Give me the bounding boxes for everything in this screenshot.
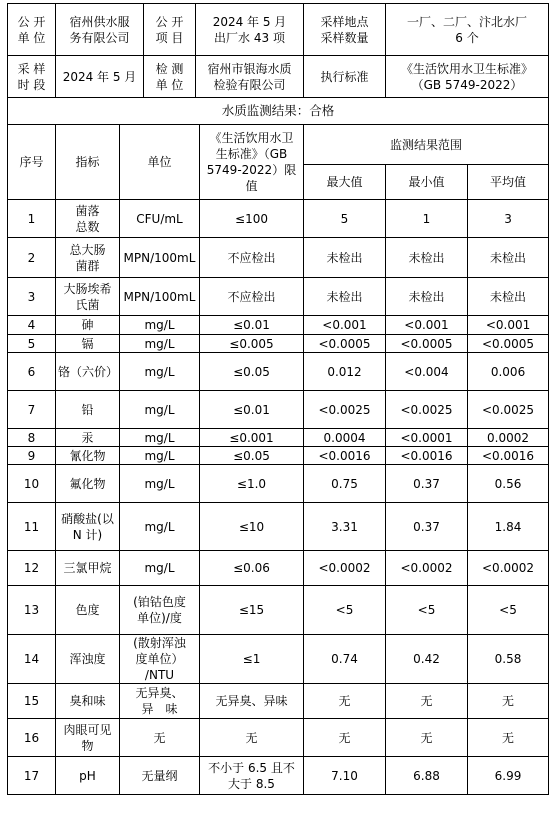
cell-min: <0.004	[386, 353, 468, 391]
col-max: 最大值	[304, 165, 386, 200]
cell-unit: mg/L	[120, 335, 200, 353]
cell-limit: ≤0.05	[200, 353, 304, 391]
cell-limit: ≤15	[200, 586, 304, 635]
table-row	[8, 757, 549, 795]
cell-seq: 7	[8, 391, 56, 429]
table-row	[8, 335, 549, 353]
cell-seq: 2	[8, 238, 56, 278]
cell-unit: 无	[120, 719, 200, 757]
table-row	[8, 429, 549, 447]
cell-seq: 13	[8, 586, 56, 635]
table-row	[8, 503, 549, 551]
cell-min: <0.0001	[386, 429, 468, 447]
cell-min: 无	[386, 684, 468, 719]
cell-min: 0.42	[386, 635, 468, 684]
cell-seq: 14	[8, 635, 56, 684]
header-row-2	[8, 56, 549, 98]
header-table	[7, 3, 549, 98]
cell-unit: 无量纲	[120, 757, 200, 795]
cell-min: <0.0025	[386, 391, 468, 429]
cell-indicator: 汞	[56, 429, 120, 447]
label-publish-item: 公 开 项 目	[144, 4, 196, 56]
cell-unit: mg/L	[120, 447, 200, 465]
cell-unit: CFU/mL	[120, 200, 200, 238]
cell-avg: 3	[468, 200, 549, 238]
cell-max: 0.0004	[304, 429, 386, 447]
label-testing-unit: 检 测 单 位	[144, 56, 196, 98]
table-row	[8, 391, 549, 429]
table-row	[8, 353, 549, 391]
cell-unit: mg/L	[120, 551, 200, 586]
table-row	[8, 200, 549, 238]
cell-unit: 无异臭、 异 味	[120, 684, 200, 719]
cell-max: <5	[304, 586, 386, 635]
cell-avg: <0.0002	[468, 551, 549, 586]
cell-indicator: 铬（六价）	[56, 353, 120, 391]
cell-unit: MPN/100mL	[120, 278, 200, 316]
cell-indicator: 色度	[56, 586, 120, 635]
cell-indicator: 镉	[56, 335, 120, 353]
col-limit: 《生活饮用水卫 生标准》（GB 5749-2022）限值	[200, 125, 304, 200]
column-header-row-1	[8, 125, 549, 165]
cell-min: <0.0016	[386, 447, 468, 465]
cell-max: 0.74	[304, 635, 386, 684]
cell-indicator: 浑浊度	[56, 635, 120, 684]
cell-avg: 0.006	[468, 353, 549, 391]
cell-limit: ≤0.05	[200, 447, 304, 465]
cell-max: 3.31	[304, 503, 386, 551]
cell-limit: 不小于 6.5 且不 大于 8.5	[200, 757, 304, 795]
results-table	[7, 97, 549, 795]
col-indicator: 指标	[56, 125, 120, 200]
cell-avg: 0.58	[468, 635, 549, 684]
cell-seq: 5	[8, 335, 56, 353]
cell-max: <0.0016	[304, 447, 386, 465]
cell-max: 未检出	[304, 278, 386, 316]
table-row	[8, 238, 549, 278]
results-body	[8, 98, 549, 795]
cell-indicator: 铅	[56, 391, 120, 429]
cell-indicator: 氰化物	[56, 447, 120, 465]
cell-seq: 16	[8, 719, 56, 757]
cell-min: 未检出	[386, 278, 468, 316]
label-sampling-period: 采 样 时 段	[8, 56, 56, 98]
cell-avg: 未检出	[468, 238, 549, 278]
cell-max: 7.10	[304, 757, 386, 795]
cell-limit: ≤1	[200, 635, 304, 684]
label-standard: 执行标准	[304, 56, 386, 98]
cell-seq: 17	[8, 757, 56, 795]
cell-unit: MPN/100mL	[120, 238, 200, 278]
cell-indicator: 硝酸盐(以 N 计)	[56, 503, 120, 551]
value-standard: 《生活饮用水卫生标准》 （GB 5749-2022）	[386, 56, 549, 98]
cell-limit: ≤100	[200, 200, 304, 238]
cell-min: <0.001	[386, 316, 468, 335]
cell-avg: <0.0025	[468, 391, 549, 429]
col-seq: 序号	[8, 125, 56, 200]
table-row	[8, 447, 549, 465]
cell-indicator: 氟化物	[56, 465, 120, 503]
cell-limit: ≤0.005	[200, 335, 304, 353]
cell-unit: mg/L	[120, 391, 200, 429]
cell-min: <0.0005	[386, 335, 468, 353]
cell-avg: <5	[468, 586, 549, 635]
cell-seq: 3	[8, 278, 56, 316]
cell-indicator: 总大肠 菌群	[56, 238, 120, 278]
table-row	[8, 684, 549, 719]
label-sampling-site: 采样地点 采样数量	[304, 4, 386, 56]
cell-min: 1	[386, 200, 468, 238]
cell-unit: mg/L	[120, 503, 200, 551]
cell-min: 0.37	[386, 465, 468, 503]
cell-limit: ≤0.06	[200, 551, 304, 586]
cell-avg: <0.0005	[468, 335, 549, 353]
value-sampling-period: 2024 年 5 月	[56, 56, 144, 98]
header-row-1	[8, 4, 549, 56]
cell-avg: <0.001	[468, 316, 549, 335]
value-publish-unit: 宿州供水服 务有限公司	[56, 4, 144, 56]
cell-limit: ≤0.01	[200, 391, 304, 429]
cell-min: <0.0002	[386, 551, 468, 586]
cell-indicator: 大肠埃希 氏菌	[56, 278, 120, 316]
table-row	[8, 551, 549, 586]
cell-seq: 12	[8, 551, 56, 586]
cell-avg: 6.99	[468, 757, 549, 795]
cell-limit: 不应检出	[200, 238, 304, 278]
cell-max: 未检出	[304, 238, 386, 278]
cell-avg: 1.84	[468, 503, 549, 551]
result-row	[8, 98, 549, 125]
cell-limit: 无	[200, 719, 304, 757]
cell-unit: (散射浑浊 度单位） /NTU	[120, 635, 200, 684]
cell-min: 0.37	[386, 503, 468, 551]
cell-min: 6.88	[386, 757, 468, 795]
cell-unit: mg/L	[120, 316, 200, 335]
cell-max: 0.012	[304, 353, 386, 391]
cell-seq: 6	[8, 353, 56, 391]
cell-max: 无	[304, 719, 386, 757]
col-min: 最小值	[386, 165, 468, 200]
cell-max: 5	[304, 200, 386, 238]
table-row	[8, 719, 549, 757]
cell-seq: 15	[8, 684, 56, 719]
cell-limit: ≤10	[200, 503, 304, 551]
col-unit: 单位	[120, 125, 200, 200]
cell-min: 无	[386, 719, 468, 757]
cell-seq: 11	[8, 503, 56, 551]
cell-avg: 0.0002	[468, 429, 549, 447]
cell-seq: 4	[8, 316, 56, 335]
cell-indicator: 臭和味	[56, 684, 120, 719]
label-publish-unit: 公 开 单 位	[8, 4, 56, 56]
cell-unit: mg/L	[120, 353, 200, 391]
table-row	[8, 586, 549, 635]
cell-unit: (铂钴色度 单位)/度	[120, 586, 200, 635]
cell-unit: mg/L	[120, 429, 200, 447]
cell-seq: 9	[8, 447, 56, 465]
cell-min: 未检出	[386, 238, 468, 278]
cell-max: <0.0002	[304, 551, 386, 586]
result-title: 水质监测结果：合格	[8, 98, 549, 125]
table-row	[8, 465, 549, 503]
table-row	[8, 316, 549, 335]
value-testing-unit: 宿州市银海水质 检验有限公司	[196, 56, 304, 98]
cell-limit: ≤0.01	[200, 316, 304, 335]
cell-indicator: 菌落 总数	[56, 200, 120, 238]
cell-avg: 0.56	[468, 465, 549, 503]
cell-unit: mg/L	[120, 465, 200, 503]
cell-indicator: 肉眼可见 物	[56, 719, 120, 757]
cell-avg: <0.0016	[468, 447, 549, 465]
cell-max: 0.75	[304, 465, 386, 503]
table-row	[8, 635, 549, 684]
cell-avg: 无	[468, 684, 549, 719]
value-sampling-site: 一厂、二厂、汴北水厂 6 个	[386, 4, 549, 56]
col-avg: 平均值	[468, 165, 549, 200]
cell-min: <5	[386, 586, 468, 635]
cell-seq: 1	[8, 200, 56, 238]
cell-avg: 未检出	[468, 278, 549, 316]
cell-limit: ≤0.001	[200, 429, 304, 447]
cell-indicator: pH	[56, 757, 120, 795]
cell-limit: ≤1.0	[200, 465, 304, 503]
cell-max: <0.0025	[304, 391, 386, 429]
cell-max: <0.001	[304, 316, 386, 335]
table-row	[8, 278, 549, 316]
cell-indicator: 砷	[56, 316, 120, 335]
value-publish-item: 2024 年 5 月 出厂水 43 项	[196, 4, 304, 56]
cell-seq: 10	[8, 465, 56, 503]
col-range: 监测结果范围	[304, 125, 549, 165]
cell-indicator: 三氯甲烷	[56, 551, 120, 586]
cell-seq: 8	[8, 429, 56, 447]
cell-max: <0.0005	[304, 335, 386, 353]
cell-limit: 不应检出	[200, 278, 304, 316]
cell-avg: 无	[468, 719, 549, 757]
cell-limit: 无异臭、异味	[200, 684, 304, 719]
cell-max: 无	[304, 684, 386, 719]
